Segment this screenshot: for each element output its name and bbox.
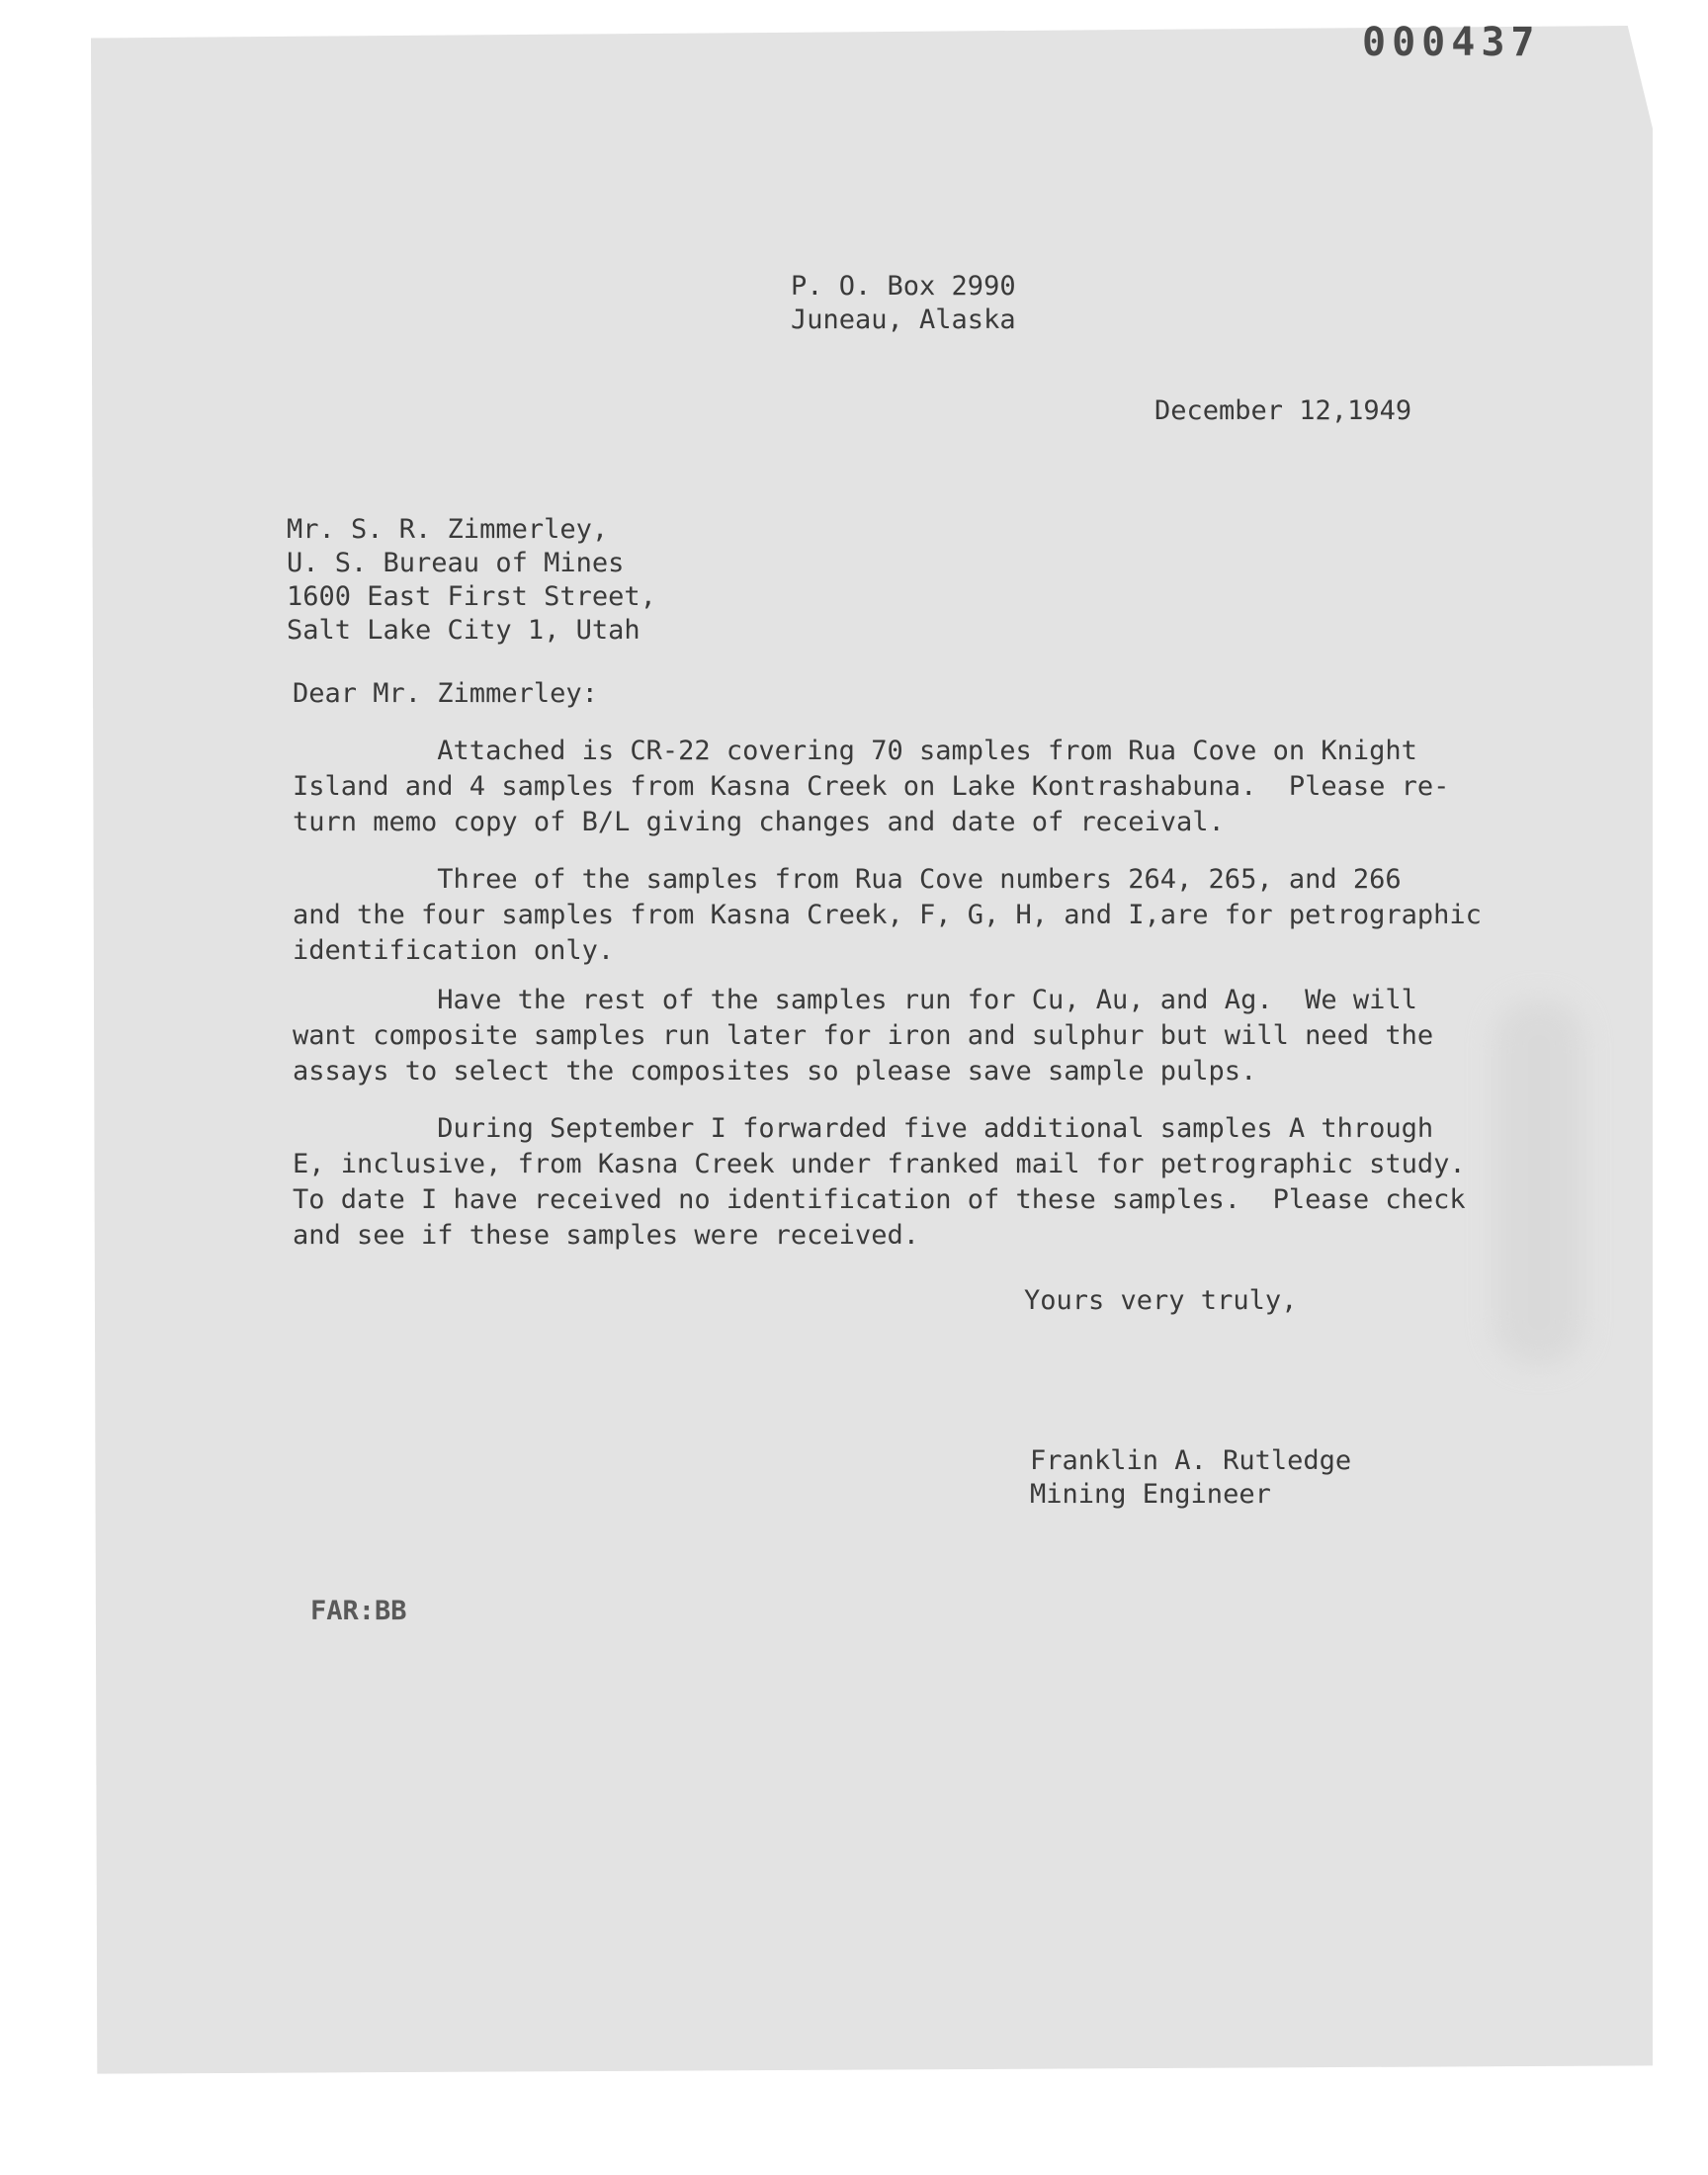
scan-margin	[0, 2104, 1708, 2175]
paragraph-line: want composite samples run later for iron and sulphur but will need the	[293, 1020, 1434, 1051]
salutation: Dear Mr. Zimmerley:	[293, 678, 598, 709]
paragraph-4	[293, 1111, 1518, 1254]
recipient-line-2: U. S. Bureau of Mines	[287, 548, 625, 578]
paragraph-line: and see if these samples were received.	[293, 1220, 919, 1251]
sender-address-line-2: Juneau, Alaska	[791, 304, 1016, 335]
paragraph-line: and the four samples from Kasna Creek, F, G, H, and I,are for petrographic	[293, 900, 1482, 930]
paragraph-line: Have the rest of the samples run for Cu, Au, and Ag. We will	[293, 985, 1417, 1015]
paragraph-line: To date I have received no identification of these samples. Please check	[293, 1184, 1466, 1215]
paragraph-line: Island and 4 samples from Kasna Creek on Lake Kontrashabuna. Please re-	[293, 771, 1450, 802]
paragraph-line: E, inclusive, from Kasna Creek under franked mail for petrographic study.	[293, 1149, 1466, 1179]
paragraph-2	[293, 862, 1518, 969]
paragraph-line: During September I forwarded five additional samples A through	[293, 1113, 1434, 1144]
paragraph-line: Three of the samples from Rua Cove numbers 264, 265, and 266	[293, 864, 1402, 895]
signer-name: Franklin A. Rutledge	[1030, 1445, 1352, 1476]
paragraph-line: assays to select the composites so please save sample pulps.	[293, 1056, 1257, 1087]
paragraph-3	[293, 983, 1518, 1089]
paragraph-line: turn memo copy of B/L giving changes and date of receival.	[293, 807, 1225, 837]
recipient-line-1: Mr. S. R. Zimmerley,	[287, 514, 609, 545]
paragraph-line: identification only.	[293, 935, 615, 966]
paragraph-1	[293, 734, 1518, 840]
paragraph-line: Attached is CR-22 covering 70 samples from Rua Cove on Knight	[293, 736, 1417, 766]
sender-address-line-1: P. O. Box 2990	[791, 271, 1016, 302]
document-number: 000437	[1362, 20, 1541, 65]
recipient-line-3: 1600 East First Street,	[287, 581, 656, 612]
letter-date: December 12,1949	[1154, 395, 1412, 426]
recipient-line-4: Salt Lake City 1, Utah	[287, 615, 640, 646]
typist-initials: FAR:BB	[310, 1596, 407, 1626]
closing: Yours very truly,	[1024, 1285, 1298, 1316]
signer-title: Mining Engineer	[1030, 1479, 1271, 1510]
